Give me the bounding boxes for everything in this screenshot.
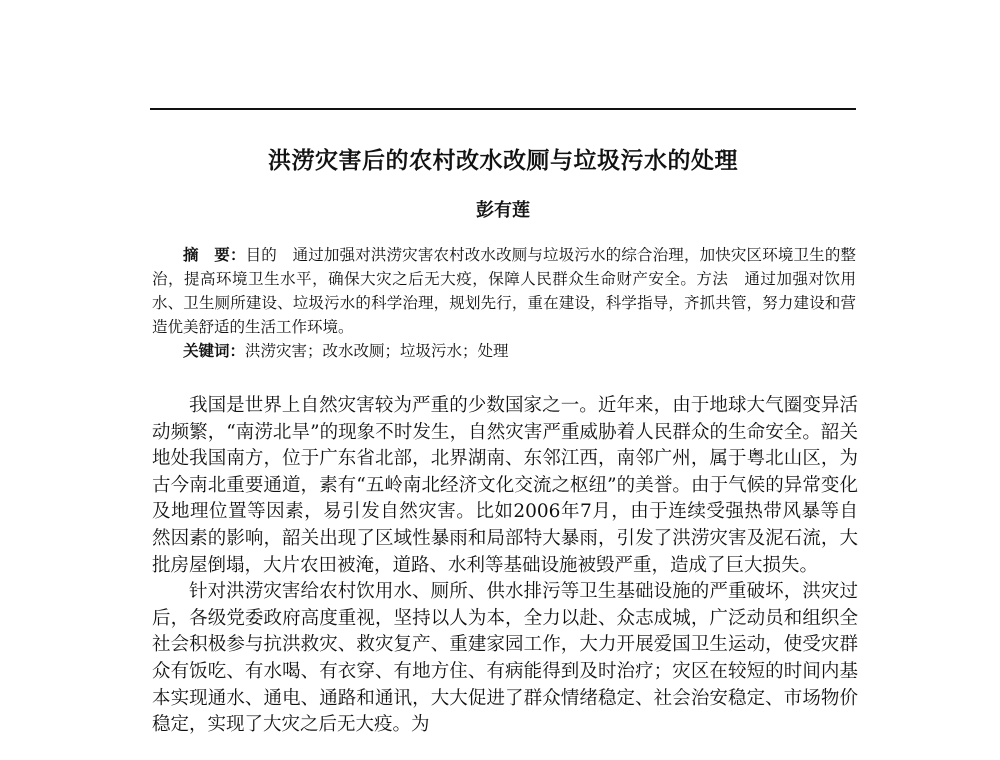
body-paragraph-2: 针对洪涝灾害给农村饮用水、厕所、供水排污等卫生基础设施的严重破坏，洪灾过后，各级党委政府高度重视，坚持以人为本，全力以赴、众志成城，广泛动员和组织全社会积极参与抗洪救灾、救灾复产、重建家园工作，大力开展爱国卫生运动，使受灾群众有饭吃、有水喝、有衣穿、有地方住、有病能得到及时治疗；灾区在较短的时间内基本实现通水、通电、通路和通讯，大大促进了群众情绪稳定、社会治安稳定、市场物价稳定，实现了大灾之后无大疫。为 <box>152 581 858 736</box>
abstract-block <box>152 243 856 363</box>
abstract-text: 目的 通过加强对洪涝灾害农村改水改厕与垃圾污水的综合治理，加快灾区环境卫生的整治，提高环境卫生水平，确保大灾之后无大疫，保障人民群众生命财产安全。方法 通过加强对饮用水、卫生厕所建设、垃圾污水的科学治理，规划先行，重在建设，科学指导，齐抓共管，努力建设和营造优美舒适的生活工作环境。 <box>152 246 856 336</box>
keywords-paragraph <box>152 339 856 363</box>
author-name: 彭有莲 <box>476 200 530 221</box>
body-paragraph-1: 我国是世界上自然灾害较为严重的少数国家之一。近年来，由于地球大气圈变异活动频繁，“南涝北旱”的现象不时发生，自然灾害严重威胁着人民群众的生命安全。韶关地处我国南方，位于广东省北部，北界湖南、东邻江西，南邻广州，属于粤北山区，为古今南北重要通道，素有“五岭南北经济文化交流之枢纽”的美誉。由于气候的异常变化及地理位置等因素，易引发自然灾害。比如2006年7月，由于连续受强热带风暴等自然因素的影响，韶关出现了区域性暴雨和局部特大暴雨，引发了洪涝灾害及泥石流，大批房屋倒塌，大片农田被淹，道路、水利等基础设施被毁严重，造成了巨大损失。 <box>152 395 858 576</box>
keywords-label: 关键词： <box>183 342 246 360</box>
abstract-label: 摘 要： <box>183 246 246 264</box>
keywords-text: 洪涝灾害；改水改厕；垃圾污水；处理 <box>245 342 509 360</box>
paper-title: 洪涝灾害后的农村改水改厕与垃圾污水的处理 <box>268 148 738 174</box>
top-rule <box>150 108 856 110</box>
body-text <box>152 393 858 739</box>
abstract-paragraph <box>152 243 856 339</box>
